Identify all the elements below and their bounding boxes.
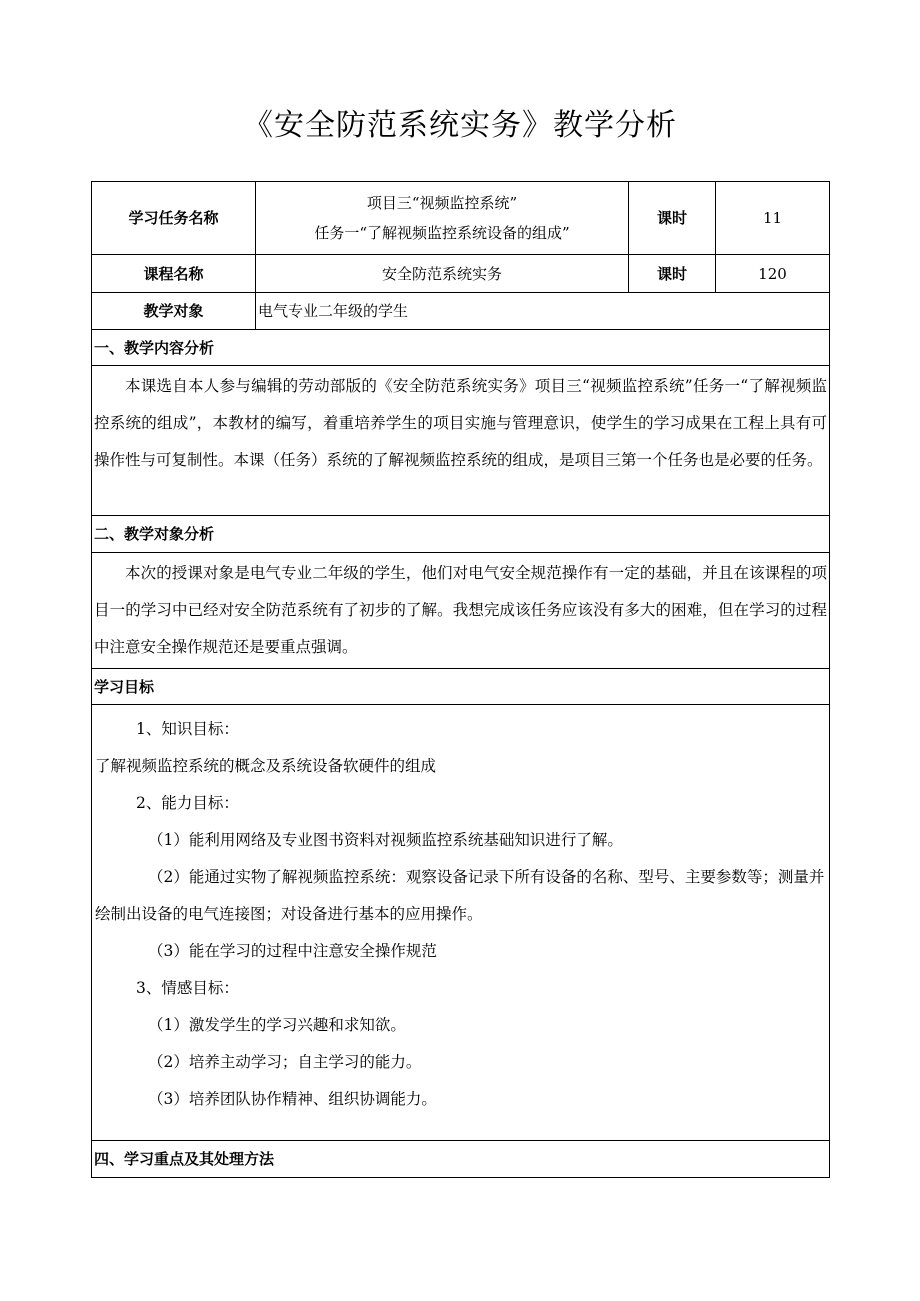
emotion-goal-item-3: （3）培养团队协作精神、组织协调能力。 (148, 1090, 437, 1108)
task-line-task: 任务一“了解视频监控系统设备的组成” (314, 224, 570, 242)
goals-body-row (92, 705, 830, 1141)
goals-heading: 学习目标 (92, 669, 830, 705)
object-analysis-heading-row (92, 516, 830, 553)
analysis-table (91, 181, 830, 1178)
task-line-project: 项目三“视频监控系统” (366, 194, 518, 212)
target-value: 电气专业二年级的学生 (256, 293, 830, 330)
emotion-goal-title: 3、情感目标： (136, 979, 239, 997)
content-analysis-body (92, 366, 830, 516)
document-title: 《安全防范系统实务》教学分析 (243, 108, 677, 143)
content-analysis-text: 本课选自本人参与编辑的劳动部版的《安全防范系统实务》项目三“视频监控系统”任务一“了解视频监控系统的组成”，本教材的编写，着重培养学生的项目实施与管理意识，使学生的学习成果在工程上具有可操作性与可复制性。本课（任务）系统的了解视频监控系统的组成，是项目三第一个任务也是必要的任务。 (94, 377, 827, 469)
target-row (92, 293, 830, 330)
total-hours-label: 课时 (629, 255, 716, 293)
emotion-goal-item-2: （2）培养主动学习；自主学习的能力。 (148, 1053, 422, 1071)
ability-goal-item-1: （1）能利用网络及专业图书资料对视频监控系统基础知识进行了解。 (148, 831, 623, 849)
ability-goal-item-3: （3）能在学习的过程中注意安全操作规范 (148, 942, 437, 960)
content-analysis-body-row (92, 366, 830, 516)
course-name-value: 安全防范系统实务 (256, 255, 629, 293)
knowledge-goal-title: 1、知识目标： (136, 720, 239, 738)
goals-body (92, 705, 830, 1141)
goals-heading-row (92, 669, 830, 705)
task-row (92, 182, 830, 255)
key-points-heading: 四、学习重点及其处理方法 (92, 1141, 830, 1178)
object-analysis-body-row (92, 553, 830, 669)
emotion-goal-item-1: （1）激发学生的学习兴趣和求知欲。 (148, 1016, 406, 1034)
hours-value: 11 (716, 182, 830, 255)
task-name-value (256, 182, 629, 255)
ability-goal-title: 2、能力目标： (136, 794, 239, 812)
total-hours-value: 120 (716, 255, 830, 293)
content-analysis-heading: 一、教学内容分析 (92, 330, 830, 366)
knowledge-goal-item: 了解视频监控系统的概念及系统设备软硬件的组成 (95, 757, 437, 775)
hours-label: 课时 (629, 182, 716, 255)
key-points-heading-row (92, 1141, 830, 1178)
course-name-label: 课程名称 (92, 255, 256, 293)
target-label: 教学对象 (92, 293, 256, 330)
course-row (92, 255, 830, 293)
content-analysis-heading-row (92, 330, 830, 366)
task-name-label: 学习任务名称 (92, 182, 256, 255)
object-analysis-body (92, 553, 830, 669)
object-analysis-heading: 二、教学对象分析 (92, 516, 830, 553)
ability-goal-item-2: （2）能通过实物了解视频监控系统：观察设备记录下所有设备的名称、型号、主要参数等；测量并绘制出设备的电气连接图；对设备进行基本的应用操作。 (95, 868, 825, 923)
object-analysis-text: 本次的授课对象是电气专业二年级的学生，他们对电气安全规范操作有一定的基础，并且在该课程的项目一的学习中已经对安全防范系统有了初步的了解。我想完成该任务应该没有多大的困难，但在学习的过程中注意安全操作规范还是要重点强调。 (94, 564, 827, 656)
